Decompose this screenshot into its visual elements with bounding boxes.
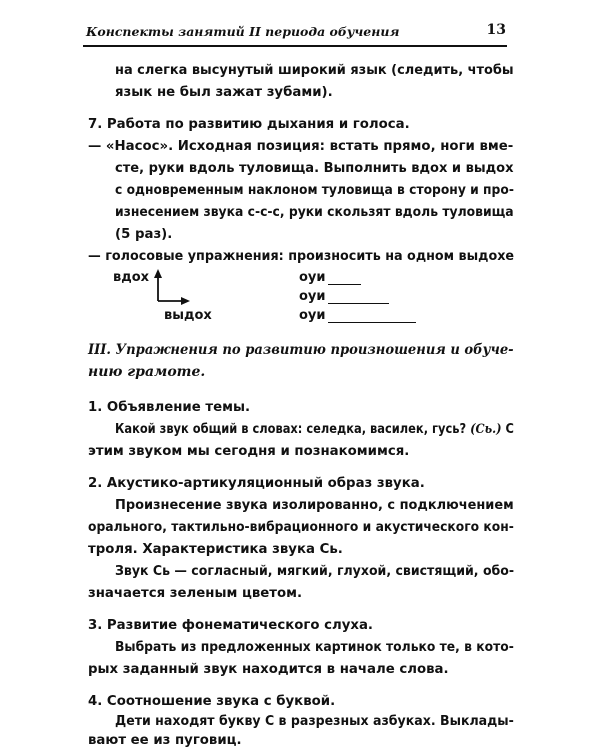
running-header	[86, 22, 506, 42]
text-line: рых заданный звук находится в начале слова.	[88, 662, 449, 677]
syllable-oui: оуи	[299, 270, 326, 285]
text-line: этим звуком мы сегодня и познакомимся.	[88, 444, 410, 459]
text-line: с одновременным наклоном туловища в сторону и про-	[115, 183, 514, 198]
text-line: орального, тактильно-вибрационного и акустического кон-	[88, 520, 514, 535]
text-line: — «Насос». Исходная позиция: встать прямо, ноги вме-	[88, 139, 514, 154]
text-line: Произнесение звука изолированно, с подключением	[115, 498, 514, 513]
text-line: Звук Сь — согласный, мягкий, глухой, свистящий, обо-	[115, 564, 515, 579]
item-heading: 4. Соотношение звука с буквой.	[88, 694, 336, 709]
text-segment: Какой звук общий в словах: селедка, василек, гусь?	[115, 422, 467, 437]
header-rule	[83, 45, 507, 47]
item-heading: 1. Объявление темы.	[88, 400, 251, 415]
text-line: вают ее из пуговиц.	[88, 733, 242, 748]
axis-arrows-icon	[148, 268, 194, 308]
section-heading: нию грамоте.	[88, 364, 206, 380]
page-number: 13	[486, 22, 506, 38]
text-line: Дети находят букву С в разрезных азбуках. Выклады-	[115, 714, 514, 729]
inhale-label: вдох	[113, 270, 150, 285]
text-line: изнесением звука с-с-с, руки скользят вдоль туловища	[115, 205, 514, 220]
item-heading: 3. Развитие фонематического слуха.	[88, 618, 373, 633]
answer-italic: (Сь.)	[470, 422, 502, 437]
text-line	[115, 421, 514, 438]
syllable-oui: оуи	[299, 289, 326, 304]
exhale-length-line	[328, 322, 416, 323]
text-line: — голосовые упражнения: произносить на одном выдохе	[88, 249, 515, 264]
text-line: значается зеленым цветом.	[88, 586, 303, 601]
text-line: троля. Характеристика звука Сь.	[88, 542, 343, 557]
exhale-label: выдох	[164, 308, 212, 323]
exhale-length-line	[328, 284, 361, 285]
exhale-length-line	[328, 303, 389, 304]
text-line: язык не был зажат зубами).	[115, 85, 333, 100]
text-segment: С	[505, 422, 514, 437]
text-line: Выбрать из предложенных картинок только те, в кото-	[115, 640, 514, 655]
text-line: (5 раз).	[115, 227, 173, 242]
text-line: сте, руки вдоль туловища. Выполнить вдох и выдох	[115, 161, 514, 176]
text-line: на слегка высунутый широкий язык (следить, чтобы	[115, 63, 514, 78]
item-heading: 2. Акустико-артикуляционный образ звука.	[88, 476, 425, 491]
item-heading: 7. Работа по развитию дыхания и голоса.	[88, 117, 410, 132]
syllable-oui: оуи	[299, 308, 326, 323]
section-heading: III. Упражнения по развитию произношения и обуче-	[88, 342, 514, 358]
header-title: Конспекты занятий II периода обучения	[86, 24, 400, 39]
